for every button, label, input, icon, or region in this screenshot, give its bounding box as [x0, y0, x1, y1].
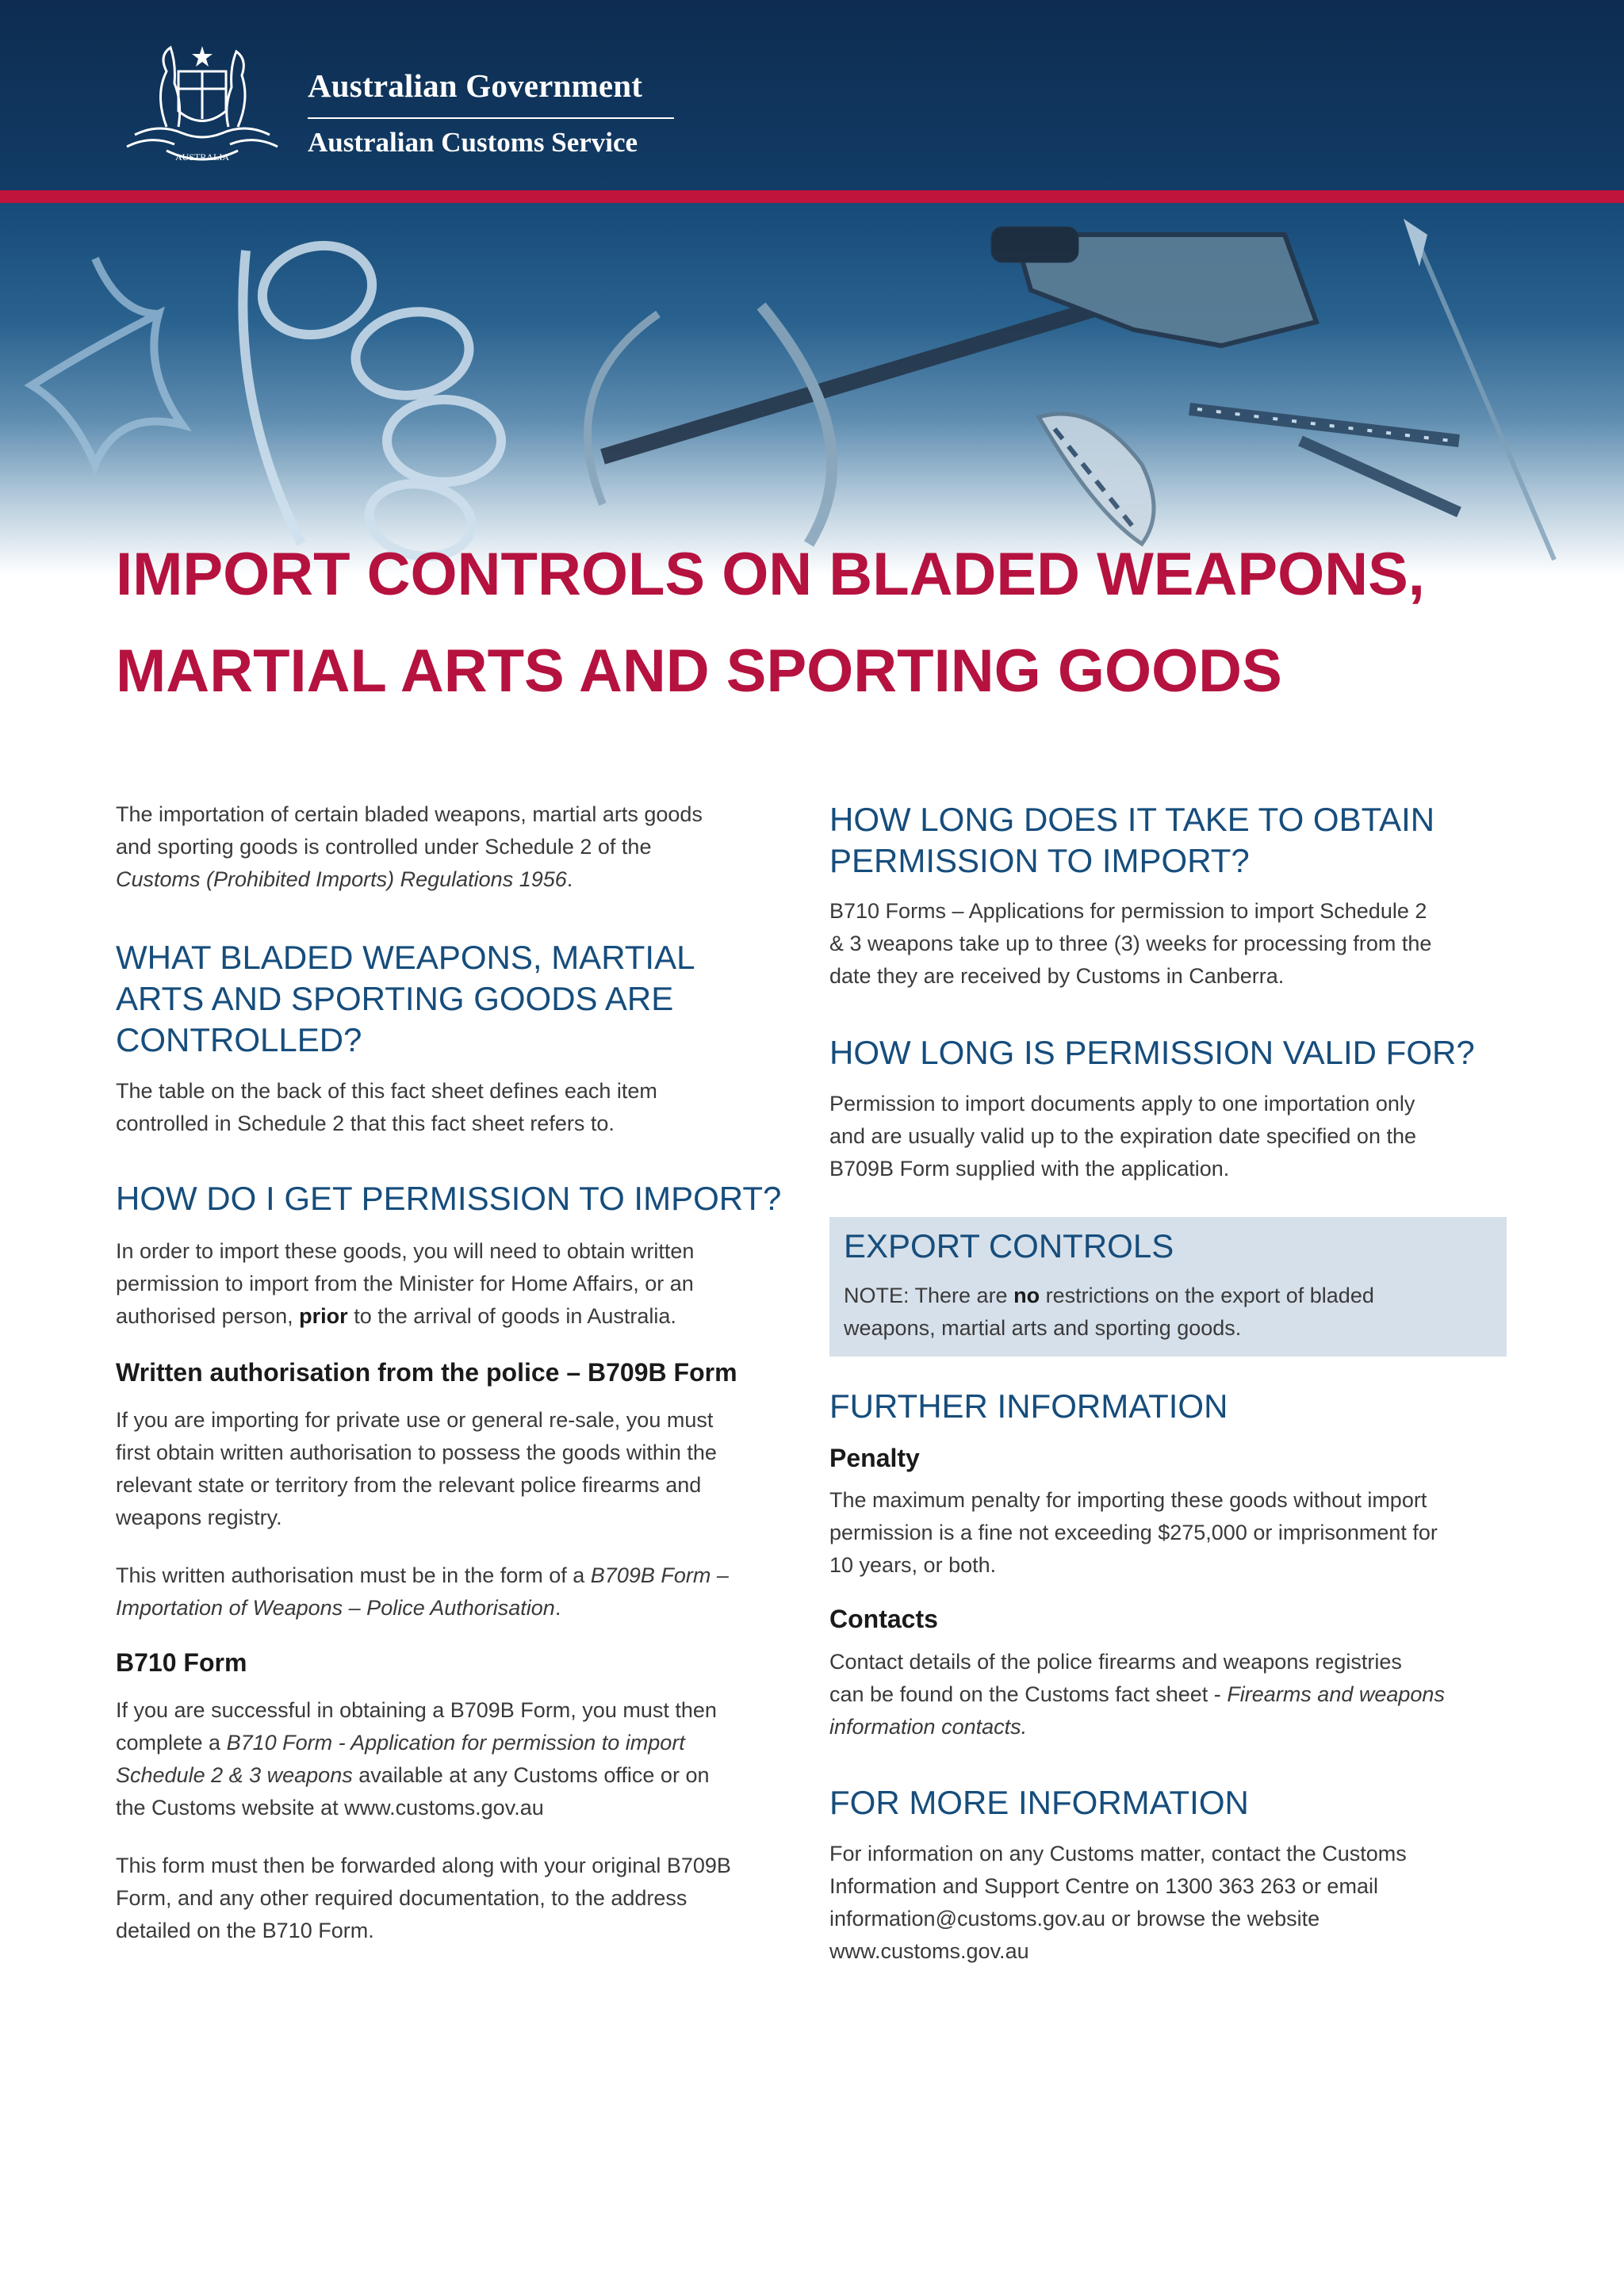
b710-form-paragraph: If you are successful in obtaining a B709B Form, you must then complete a B710 Form - Application for permission to import Schedule 2 & 3 weapons available at any Customs office or on the Customs website at www.customs.gov.au	[116, 1698, 717, 1820]
intro-paragraph: The importation of certain bladed weapons, martial arts goods and sporting goods is controlled under Schedule 2 of the Customs (Prohibited Imports) Regulations 1956.	[116, 802, 703, 891]
banner-weapons-photo	[0, 203, 1624, 576]
knife-icon	[1039, 414, 1154, 544]
b709b-form-paragraph: This written authorisation must be in the form of a B709B Form – Importation of Weapons – Police Authorisation.	[116, 1563, 729, 1620]
section-heading-permission: HOW DO I GET PERMISSION TO IMPORT?	[116, 1180, 782, 1217]
processing-time-paragraph: B710 Forms – Applications for permission to import Schedule 2 & 3 weapons take up to three (3) weeks for processing from the date they are received by Customs in Canberra.	[829, 899, 1432, 988]
validity-paragraph: Permission to import documents apply to one importation only and are usually valid up to the expiration date specified on the B709B Form supplied with the application.	[829, 1092, 1416, 1181]
government-title: Australian Government	[308, 67, 643, 104]
page-title	[116, 526, 1543, 720]
header	[0, 0, 1624, 190]
penalty-paragraph: The maximum penalty for importing these goods without import permission is a fine not exceeding $275,000 or imprisonment for 10 years, or both.	[829, 1488, 1438, 1577]
butterfly-knife-icon	[1189, 409, 1459, 512]
subheading-police-authorisation: Written authorisation from the police – B709B Form	[116, 1358, 737, 1387]
section-heading-further-information: FURTHER INFORMATION	[829, 1387, 1228, 1425]
subheading-penalty: Penalty	[829, 1444, 920, 1472]
section-heading-what-controlled: WHAT BLADED WEAPONS, MARTIAL ARTS AND SPORTING GOODS ARE CONTROLLED?	[116, 939, 695, 1058]
export-controls-note: NOTE: There are no restrictions on the export of bladed weapons, martial arts and sporting goods.	[844, 1284, 1374, 1340]
page-title-line-2: MARTIAL ARTS AND SPORTING GOODS	[116, 637, 1282, 705]
website-link[interactable]: www.customs.gov.au	[829, 1939, 1029, 1963]
permission-paragraph: In order to import these goods, you will need to obtain written permission to import from the Minister for Home Affairs, or an authorised person, prior to the arrival of goods in Australia.	[116, 1239, 695, 1328]
section-heading-validity: HOW LONG IS PERMISSION VALID FOR?	[829, 1034, 1475, 1071]
title-divider	[308, 117, 674, 119]
section-heading-processing-time: HOW LONG DOES IT TAKE TO OBTAIN PERMISSION TO IMPORT?	[829, 801, 1435, 879]
contacts-paragraph: Contact details of the police firearms and weapons registries can be found on the Customs fact sheet - Firearms and weapons information contacts.	[829, 1650, 1445, 1739]
header-accent-bar	[0, 190, 1624, 203]
throwing-star-icon	[32, 258, 182, 465]
subheading-b710-form: B710 Form	[116, 1648, 247, 1677]
police-authorisation-paragraph: If you are importing for private use or general re-sale, you must first obtain written authorisation to possess the goods within the relevant state or territory from the relevant police firearms and weapons registry.	[116, 1408, 717, 1529]
more-information-paragraph: For information on any Customs matter, contact the Customs Information and Support Centre on 1300 363 263 or email information@customs.gov.au or browse the website www.customs.gov.au	[829, 1838, 1527, 1968]
page-title-line-1: IMPORT CONTROLS ON BLADED WEAPONS,	[116, 541, 1425, 608]
forward-form-paragraph: This form must then be forwarded along with your original B709B Form, and any other required documentation, to the address detailed on the B710 Form.	[116, 1854, 731, 1942]
spear-icon	[1404, 219, 1554, 560]
crest-label: AUSTRALIA	[175, 151, 229, 163]
knuckle-duster-icon	[243, 234, 501, 564]
crossbow-icon	[588, 227, 1316, 544]
section-heading-more-information: FOR MORE INFORMATION	[829, 1784, 1249, 1821]
agency-name: Australian Customs Service	[308, 127, 638, 158]
section-heading-export-controls: EXPORT CONTROLS	[844, 1227, 1174, 1265]
contact-email[interactable]: information@customs.gov.au or browse the website	[829, 1907, 1320, 1931]
what-controlled-paragraph: The table on the back of this fact sheet defines each item controlled in Schedule 2 that this fact sheet refers to.	[116, 1079, 657, 1135]
subheading-contacts: Contacts	[829, 1605, 938, 1633]
coat-of-arms-icon	[111, 40, 293, 174]
